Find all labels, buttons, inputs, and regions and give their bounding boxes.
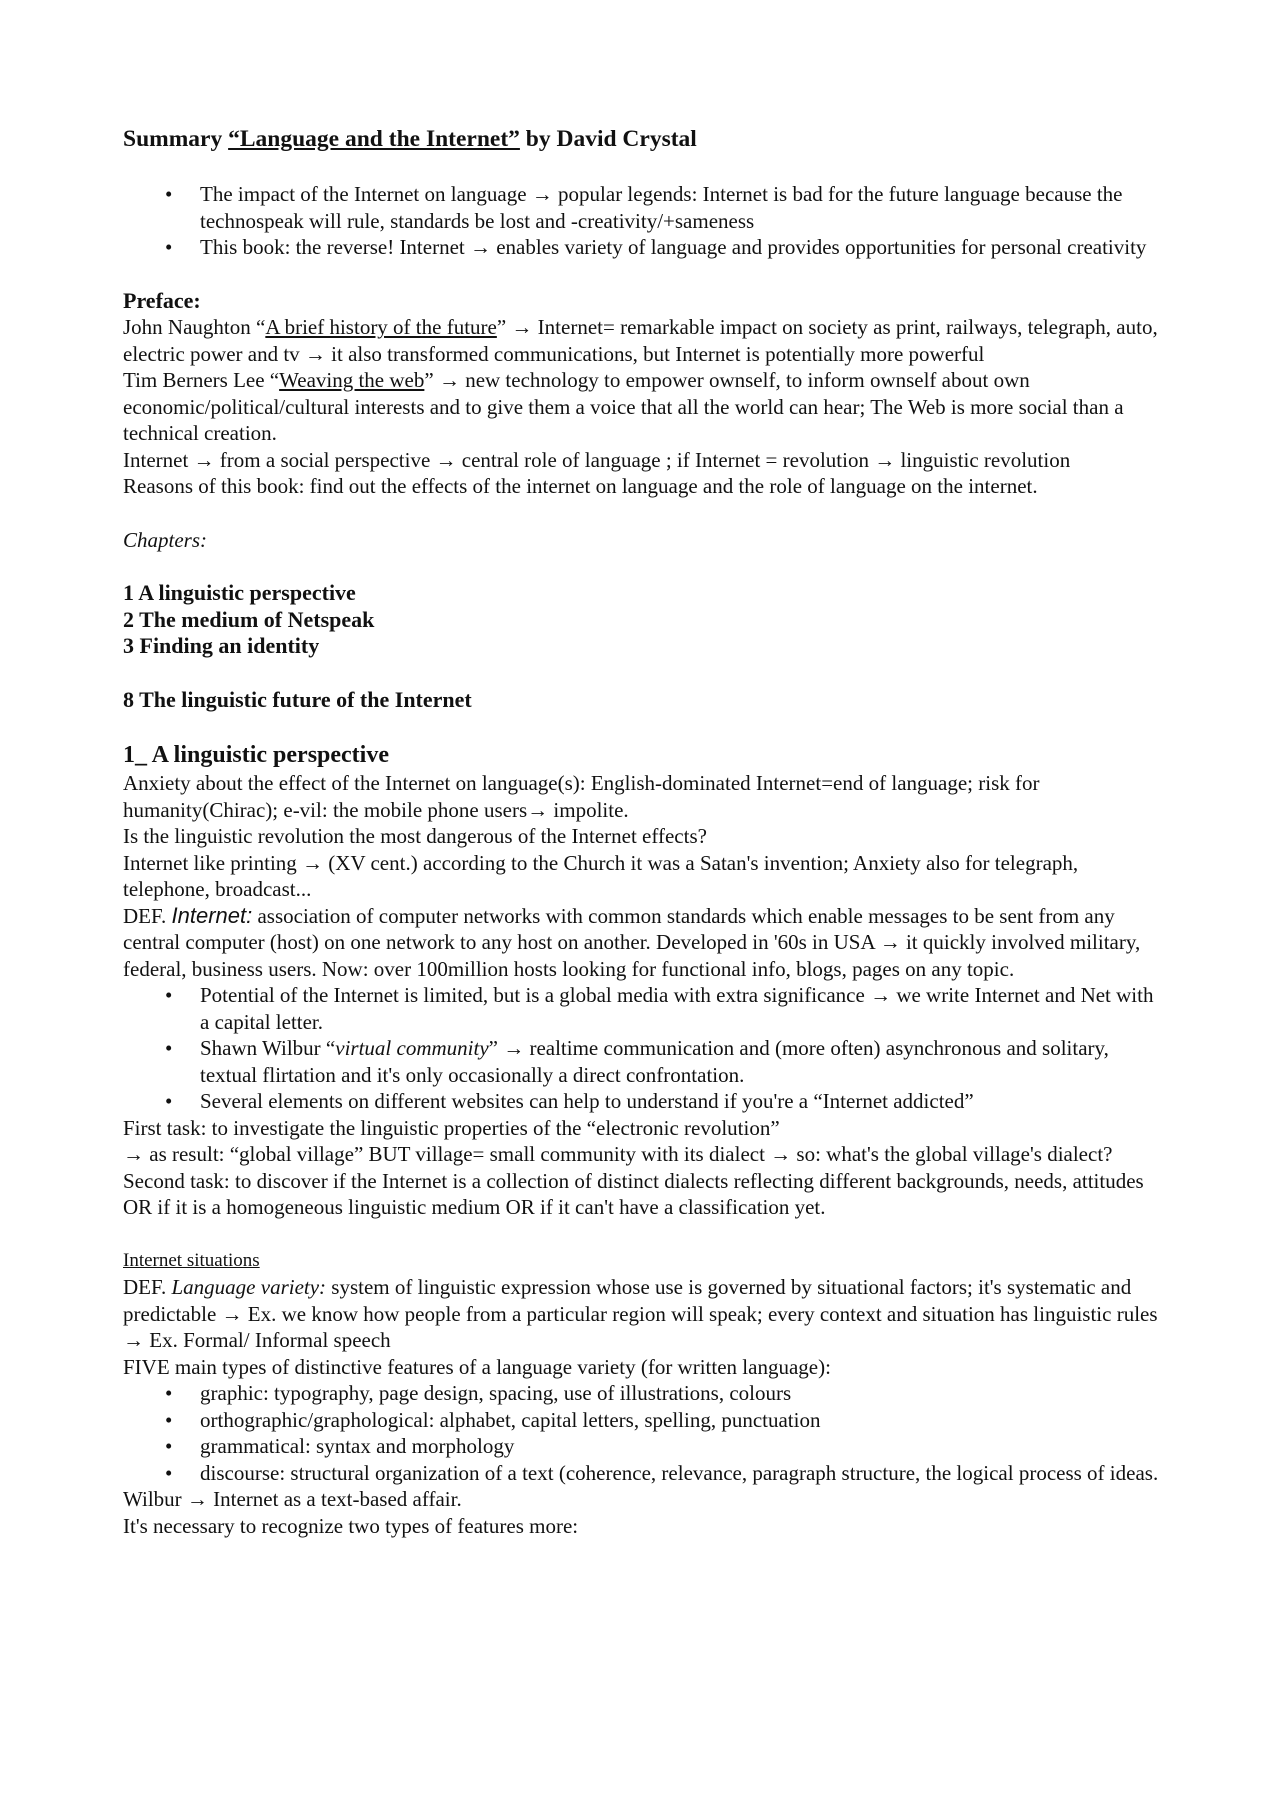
first-task-line: First task: to investigate the linguistic properties of the “electronic revolution” (123, 1115, 780, 1140)
berners-lee-paragraph: Tim Berners Lee “Weaving the web” → new technology to empower ownself, to inform ownself about own economic/political/cultural interests and to give them a voice that all the world can hear; The Web is more social than a technical creation. (123, 368, 1124, 445)
wilbur-line: Wilbur → Internet as a text-based affair. (123, 1487, 462, 1511)
title-prefix: Summary (123, 126, 229, 152)
feature-bullet: • orthographic/graphological: alphabet, capital letters, spelling, punctuation (123, 1407, 1168, 1434)
definition-term: Internet: (171, 902, 253, 928)
chapter-item: 3 Finding an identity (123, 633, 320, 658)
language-variety-definition: DEF. Language variety: system of linguistic expression whose use is governed by situational factors; it's systematic and predictable → Ex. we know how people from a particular region will speak; every context and situation has linguistic rules → Ex. Formal/ Informal speech (123, 1275, 1158, 1352)
section-heading: 1_ A linguistic perspective (123, 742, 389, 768)
title-author: by David Crystal (519, 126, 697, 152)
features-bullet-list (123, 1380, 1168, 1486)
necessary-line: It's necessary to recognize two types of features more: (123, 1513, 579, 1538)
document-page (123, 124, 1168, 1539)
question-line: Is the linguistic revolution the most dangerous of the Internet effects? (123, 824, 707, 848)
naughton-paragraph: John Naughton “A brief history of the future” → Internet= remarkable impact on society as print, railways, telegraph, auto, electric power and tv → it also transformed communications, but Internet is potentially more powerful (123, 315, 1158, 366)
section-bullet: • Potential of the Internet is limited, but is a global media with extra significance → we write Internet and Net with a capital letter. (123, 982, 1168, 1035)
section-bullet: • Several elements on different websites can help to understand if you're a “Internet addicted” (123, 1088, 1168, 1115)
anxiety-paragraph: Anxiety about the effect of the Internet on language(s): English-dominated Internet=end of language; risk for humanity(Chirac); e-vil: the mobile phone users→ impolite. (123, 771, 1040, 822)
intro-bullet-list (123, 181, 1168, 261)
internet-definition: DEF. Internet: association of computer networks with common standards which enable messages to be sent from any central computer (host) on one network to any host on another. Developed in '60s in USA → it quickly involved military, federal, business users. Now: over 100million hosts looking for functional info, blogs, pages on any topic. (123, 902, 1141, 981)
second-task-paragraph: Second task: to discover if the Internet is a collection of distinct dialects reflecting different backgrounds, needs, attitudes OR if it is a homogeneous linguistic medium OR if it can't have a classification yet. (123, 1168, 1144, 1219)
chapter-item: 1 A linguistic perspective (123, 580, 356, 605)
five-types-line: FIVE main types of distinctive features of a language variety (for written language): (123, 1354, 831, 1379)
feature-bullet: • graphic: typography, page design, spacing, use of illustrations, colours (123, 1380, 1168, 1407)
chapters-label: Chapters: (123, 527, 207, 552)
berners-lee-book-title: Weaving the web (279, 368, 425, 392)
feature-bullet: • grammatical: syntax and morphology (123, 1433, 1168, 1460)
section-bullet-list (123, 982, 1168, 1115)
document-title (123, 124, 1168, 154)
intro-bullet: • This book: the reverse! Internet → enables variety of language and provides opportunities for personal creativity (123, 234, 1168, 261)
chapter-item: 2 The medium of Netspeak (123, 606, 375, 632)
naughton-book-title: A brief history of the future (265, 315, 497, 339)
subsection-heading: Internet situations (123, 1249, 260, 1271)
intro-bullet: • The impact of the Internet on language → popular legends: Internet is bad for the future language because the technospeak will rule, standards be lost and -creativity/+sameness (123, 181, 1168, 234)
feature-bullet: • discourse: structural organization of a text (coherence, relevance, paragraph structure, the logical process of ideas. (123, 1460, 1168, 1487)
chapter-item-last: 8 The linguistic future of the Internet (123, 686, 472, 712)
social-perspective-line: Internet → from a social perspective → central role of language ; if Internet = revolution → linguistic revolution (123, 447, 1071, 472)
printing-paragraph: Internet like printing → (XV cent.) according to the Church it was a Satan's invention; Anxiety also for telegraph, telephone, broadcast... (123, 850, 1079, 901)
title-book-name: “Language and the Internet” (228, 126, 520, 152)
reasons-line: Reasons of this book: find out the effects of the internet on language and the role of language on the internet. (123, 474, 1038, 498)
preface-heading: Preface: (123, 287, 201, 313)
definition-term: Language variety: (171, 1275, 327, 1299)
section-bullet: • Shawn Wilbur “virtual community” → realtime communication and (more often) asynchronous and solitary, textual flirtation and it's only occasionally a direct confrontation. (123, 1035, 1168, 1088)
result-paragraph: → as result: “global village” BUT village= small community with its dialect → so: what's the global village's dialect? (123, 1142, 1113, 1166)
